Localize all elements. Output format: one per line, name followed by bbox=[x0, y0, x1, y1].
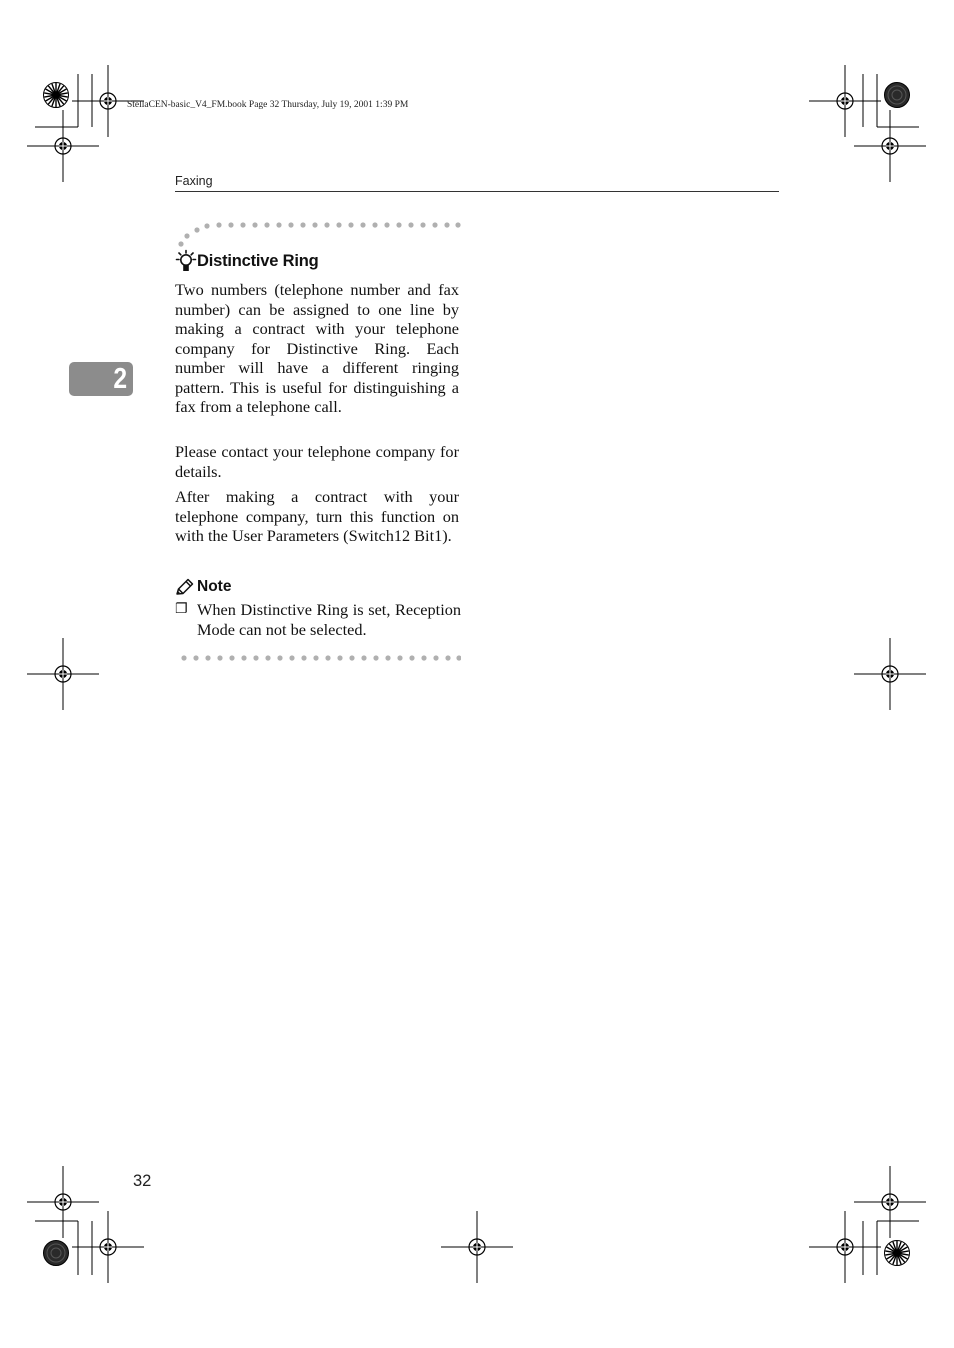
page-number: 32 bbox=[133, 1172, 152, 1190]
print-slug: StellaCEN-basic_V4_FM.book Page 32 Thursday, July 19, 2001 1:39 PM bbox=[127, 100, 409, 110]
header-rule bbox=[175, 191, 779, 192]
tip-paragraph-2: Please contact your telephone company for details. bbox=[175, 442, 459, 481]
tip-top-dotted-border bbox=[175, 218, 461, 248]
running-head: Faxing bbox=[175, 174, 213, 188]
tip-paragraph-1: Two numbers (telephone number and fax number) can be assigned to one line by making a contract with your telephone company for Distinctive Ring. Each number will have a different ringing pattern. This is useful for distinguishing a fax from a telephone call. bbox=[175, 280, 459, 416]
chapter-tab bbox=[69, 362, 133, 396]
chapter-number: 2 bbox=[113, 363, 127, 395]
note-item-text: When Distinctive Ring is set, Reception Mode can not be selected. bbox=[197, 600, 461, 639]
lightbulb-icon bbox=[175, 249, 197, 273]
tip-paragraph-3: After making a contract with your telephone company, turn this function on with the User Parameters (Switch12 Bit1). bbox=[175, 487, 459, 545]
pencil-icon bbox=[175, 578, 195, 596]
tip-bottom-dotted-border bbox=[175, 652, 461, 664]
note-title: Note bbox=[197, 578, 232, 595]
tip-heading bbox=[175, 248, 319, 274]
tip-title: Distinctive Ring bbox=[197, 251, 319, 270]
checkbox-icon: ❐ bbox=[175, 601, 188, 617]
note-heading bbox=[175, 576, 231, 598]
note-item bbox=[175, 600, 461, 639]
